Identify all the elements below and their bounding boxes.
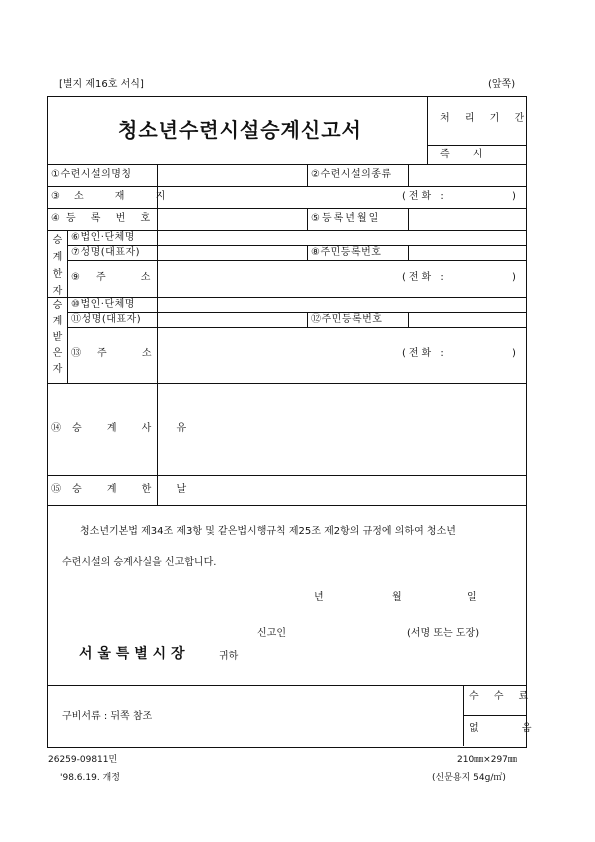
transferor-side-label: 승 계 한 자 (52, 235, 63, 297)
declaration-line-1: 청소년기본법 제34조 제3항 및 같은법시행규칙 제25조 제2항의 규정에 의하여 청소년 (80, 526, 456, 537)
page-side: (앞쪽) (488, 79, 516, 90)
form-code: 26259-09811민 (48, 755, 118, 765)
transferee-corp-label: ⑩법인·단체명 (71, 299, 135, 310)
transferor-phone-label: (전화 : (402, 272, 447, 283)
facility-address-label: ③소 재 지 (51, 191, 180, 202)
facility-phone-label: (전화 : (402, 191, 447, 202)
transferee-side-label: 승 계 받 은 자 (52, 300, 63, 375)
date-month: 월 (392, 592, 402, 603)
reporter-label: 신고인 (257, 628, 286, 639)
processing-value: 즉 시 (440, 149, 493, 160)
transferor-rrn-label: ⑧주민등록번호 (311, 247, 382, 258)
transferor-name-label: ⑦성명(대표자) (71, 247, 141, 258)
fee-label: 수 수 료 (469, 691, 535, 702)
declaration-line-2: 수련시설의 승계사실을 신고합니다. (62, 557, 217, 568)
transferor-phone-close: ) (512, 272, 517, 283)
transferee-phone-close: ) (512, 348, 517, 359)
paper-size: 210㎜×297㎜ (457, 755, 517, 765)
transferee-address-label: ⑬주 소 (71, 348, 168, 359)
facility-name-label: ①수련시설의명칭 (51, 169, 132, 180)
fee-value: 없 음 (469, 723, 552, 734)
transfer-date-label: ⑮승 계 한 날 (51, 484, 198, 495)
transferee-rrn-label: ⑫주민등록번호 (311, 314, 383, 325)
recipient-suffix: 귀하 (219, 651, 239, 662)
recipient: 서 울 특 별 시 장 (79, 646, 185, 662)
date-year: 년 (314, 592, 324, 603)
facility-phone-close: ) (512, 191, 517, 202)
registration-date-label: ⑤등록년월일 (311, 213, 381, 224)
required-documents: 구비서류 : 뒤쪽 참조 (62, 711, 153, 722)
reason-label: ⑭승 계 사 유 (51, 423, 198, 434)
transferee-phone-label: (전화 : (402, 348, 447, 359)
transferee-name-label: ⑪성명(대표자) (71, 314, 142, 325)
form-title: 청소년수련시설승계신고서 (118, 118, 362, 142)
registration-number-label: ④등 록 번 호 (51, 213, 157, 224)
form-number: [별지 제16호 서식] (59, 79, 144, 90)
processing-label: 처 리 기 간 (440, 113, 531, 124)
facility-type-label: ②수련시설의종류 (311, 169, 392, 180)
transferor-corp-label: ⑥법인·단체명 (71, 232, 135, 243)
revision-date: '98.6.19. 개정 (60, 773, 120, 783)
transferor-address-label: ⑨주 소 (71, 272, 167, 283)
paper-spec: (신문용지 54g/㎡) (432, 773, 506, 783)
signature-label: (서명 또는 도장) (407, 628, 480, 639)
date-day: 일 (467, 592, 477, 603)
